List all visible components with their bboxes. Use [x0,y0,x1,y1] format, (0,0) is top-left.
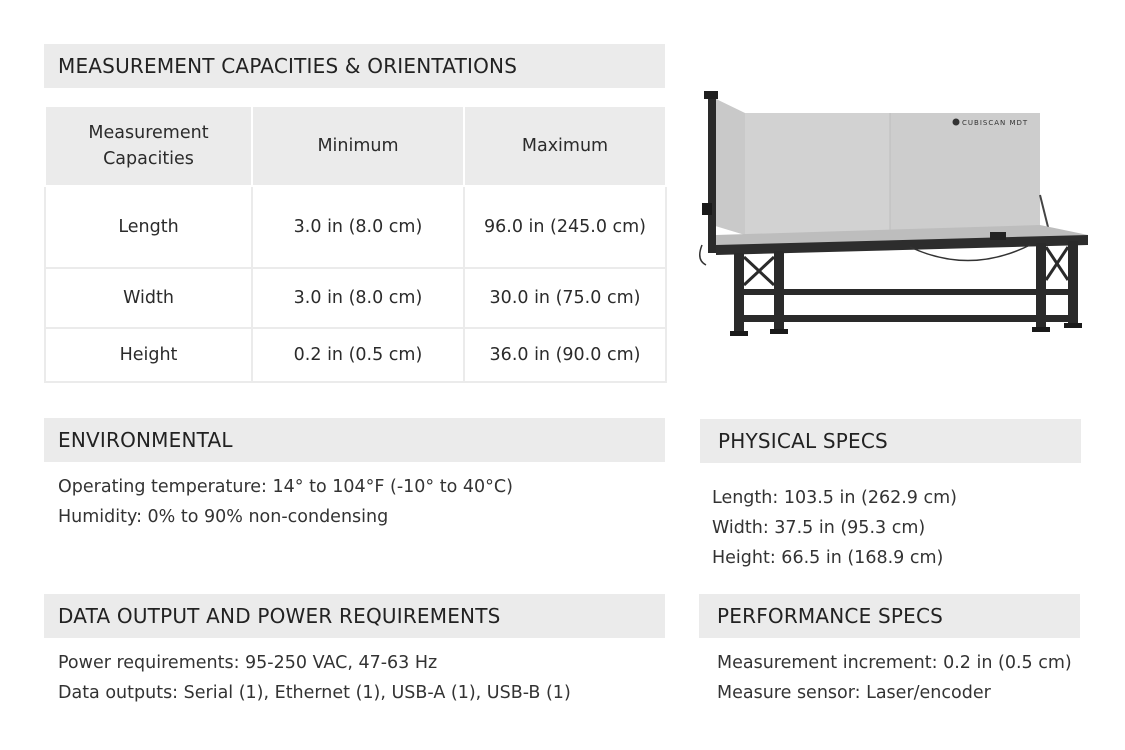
environmental-title: ENVIRONMENTAL [58,428,233,452]
performance-section-header [699,594,1080,638]
row-label: Length [45,186,252,268]
environmental-text [58,472,513,532]
physical-text [712,483,957,573]
physical-height: Height: 66.5 in (168.9 cm) [712,548,944,568]
power-requirements: Power requirements: 95-250 VAC, 47-63 Hz [58,653,438,673]
max-value: 30.0 in (75.0 cm) [464,268,666,328]
measurement-section-header [44,44,665,88]
dimensioner-product-image [690,85,1095,350]
data-power-text [58,648,571,708]
performance-title: PERFORMANCE SPECS [717,604,944,628]
column-header-capacities: Measurement Capacities [45,106,252,186]
max-value: 36.0 in (90.0 cm) [464,328,666,382]
row-label: Height [45,328,252,382]
table-leg [1068,241,1078,325]
measurement-title: MEASUREMENT CAPACITIES & ORIENTATIONS [58,54,518,78]
back-panel-right [890,113,1040,235]
row-label: Width [45,268,252,328]
environmental-section-header [44,418,665,462]
min-value: 3.0 in (8.0 cm) [252,186,464,268]
table-row [45,186,666,268]
max-value: 96.0 in (245.0 cm) [464,186,666,268]
physical-length: Length: 103.5 in (262.9 cm) [712,488,957,508]
physical-section-header [700,419,1081,463]
brand-logo-icon [953,119,960,126]
humidity: Humidity: 0% to 90% non-condensing [58,507,389,527]
operating-temperature: Operating temperature: 14° to 104°F (-10° to 40°C) [58,477,513,497]
physical-title: PHYSICAL SPECS [718,429,888,453]
sensor-unit [702,203,712,215]
brand-mark: CUBISCAN MDT [962,119,1029,127]
min-value: 3.0 in (8.0 cm) [252,268,464,328]
data-outputs: Data outputs: Serial (1), Ethernet (1), USB-A (1), USB-B (1) [58,683,571,703]
performance-text [717,648,1072,708]
sensor-mast [708,95,716,253]
measure-sensor: Measure sensor: Laser/encoder [717,683,991,703]
column-header-minimum: Minimum [252,106,464,186]
data-power-section-header [44,594,665,638]
column-header-maximum: Maximum [464,106,666,186]
back-panel-left [745,113,890,235]
physical-width: Width: 37.5 in (95.3 cm) [712,518,926,538]
data-power-title: DATA OUTPUT AND POWER REQUIREMENTS [58,604,501,628]
capacities-table [44,105,667,383]
min-value: 0.2 in (0.5 cm) [252,328,464,382]
table-row [45,328,666,382]
table-row [45,268,666,328]
measurement-increment: Measurement increment: 0.2 in (0.5 cm) [717,653,1072,673]
table-header-row [45,106,666,186]
